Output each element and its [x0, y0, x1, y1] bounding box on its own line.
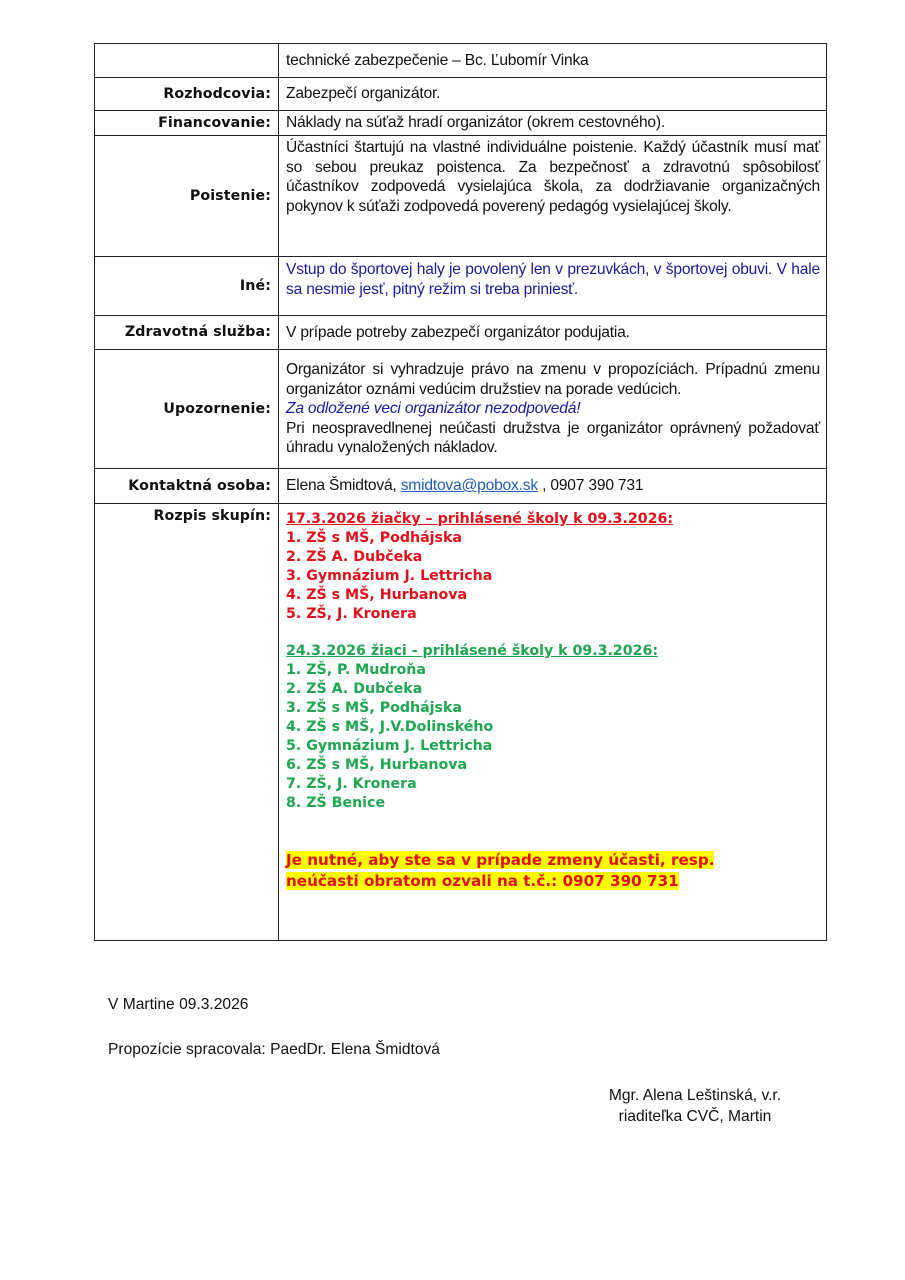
insurance-value: Účastníci štartujú na vlastné individuálne poistenie. Každý účastník musí mať so sebou preukaz poistenca. Za bezpečnosť a zdravotnú spôsobilosť účastníkov zodpovedá vysielajúca škola, za dodržiavanie organizačných pokynov k súťaži zodpovedá poverený pedagóg vysielajúcej školy. [279, 136, 827, 257]
medical-service-label: Zdravotná služba: [95, 316, 279, 350]
insurance-label: Poistenie: [95, 136, 279, 257]
financing-label: Financovanie: [95, 111, 279, 136]
groups-value [279, 504, 827, 941]
girls-heading: 17.3.2026 žiačky – prihlásené školy k 09.3.2026: [286, 511, 674, 527]
girls-school-list [286, 529, 820, 624]
place-date: V Martine 09.3.2026 [108, 996, 249, 1013]
notice-value [279, 350, 827, 469]
school-list-item: 3. Gymnázium J. Lettricha [286, 568, 493, 584]
referees-value: Zabezpečí organizátor. [279, 78, 827, 111]
boys-heading: 24.3.2026 žiaci - prihlásené školy k 09.3.2026: [286, 643, 659, 659]
row-label [95, 44, 279, 78]
warning-line-1: Je nutné, aby ste sa v prípade zmeny účasti, resp. [286, 851, 715, 869]
notice-label: Upozornenie: [95, 350, 279, 469]
signature-title: riaditeľka CVČ, Martin [618, 1108, 772, 1125]
contact-phone: , 0907 390 731 [542, 477, 644, 495]
prepared-by: Propozície spracovala: PaedDr. Elena Šmidtová [108, 1041, 440, 1058]
school-list-item: 7. ZŠ, J. Kronera [286, 776, 417, 792]
table-row [95, 257, 827, 316]
other-value: Vstup do športovej haly je povolený len v prezuvkách, v športovej obuvi. V hale sa nesmie jesť, pitný režim si treba priniesť. [279, 257, 827, 316]
contact-name: Elena Šmidtová, [286, 477, 397, 495]
contact-label: Kontaktná osoba: [95, 469, 279, 504]
other-label: Iné: [95, 257, 279, 316]
school-list-item: 1. ZŠ, P. Mudroňa [286, 662, 426, 678]
school-list-item: 2. ZŠ A. Dubčeka [286, 681, 423, 697]
school-list-item: 4. ZŠ s MŠ, Hurbanova [286, 587, 468, 603]
table-row [95, 111, 827, 136]
notice-text-3: Pri neospravedlnenej neúčasti družstva je organizátor oprávnený požadovať úhradu vynaložených nákladov. [286, 419, 820, 457]
school-list-item: 5. Gymnázium J. Lettricha [286, 738, 493, 754]
school-list-item: 2. ZŠ A. Dubčeka [286, 549, 423, 565]
participation-warning [286, 850, 820, 892]
contact-email-link[interactable]: smidtova@pobox.sk [400, 477, 538, 495]
referees-label: Rozhodcovia: [95, 78, 279, 111]
school-list-item: 6. ZŠ s MŠ, Hurbanova [286, 757, 468, 773]
signature-name: Mgr. Alena Leštinská, v.r. [608, 1087, 782, 1104]
school-list-item: 3. ZŠ s MŠ, Podhájska [286, 700, 462, 716]
medical-service-value: V prípade potreby zabezpečí organizátor podujatia. [279, 316, 827, 350]
table-row [95, 504, 827, 941]
table-row [95, 316, 827, 350]
groups-label: Rozpis skupín: [95, 504, 279, 941]
warning-line-2: neúčasti obratom ozvali na t.č.: 0907 390 731 [286, 872, 679, 890]
table-row [95, 350, 827, 469]
propositions-table [94, 43, 827, 941]
school-list-item: 4. ZŠ s MŠ, J.V.Dolinského [286, 719, 494, 735]
table-row [95, 469, 827, 504]
table-row [95, 78, 827, 111]
school-list-item: 1. ZŠ s MŠ, Podhájska [286, 530, 462, 546]
financing-value: Náklady na súťaž hradí organizátor (okrem cestovného). [279, 111, 827, 136]
signature [560, 1085, 830, 1127]
boys-school-list [286, 661, 820, 813]
technical-support-value: technické zabezpečenie – Bc. Ľubomír Vinka [279, 44, 827, 78]
table-row [95, 44, 827, 78]
school-list-item: 8. ZŠ Benice [286, 795, 386, 811]
school-list-item: 5. ZŠ, J. Kronera [286, 606, 417, 622]
notice-text-1: Organizátor si vyhradzuje právo na zmenu v propozíciách. Prípadnú zmenu organizátor oznámi vedúcim družstiev na porade vedúcich. [286, 361, 820, 398]
notice-text-2: Za odložené veci organizátor nezodpovedá! [286, 400, 581, 418]
contact-value [279, 469, 827, 504]
table-row [95, 136, 827, 257]
